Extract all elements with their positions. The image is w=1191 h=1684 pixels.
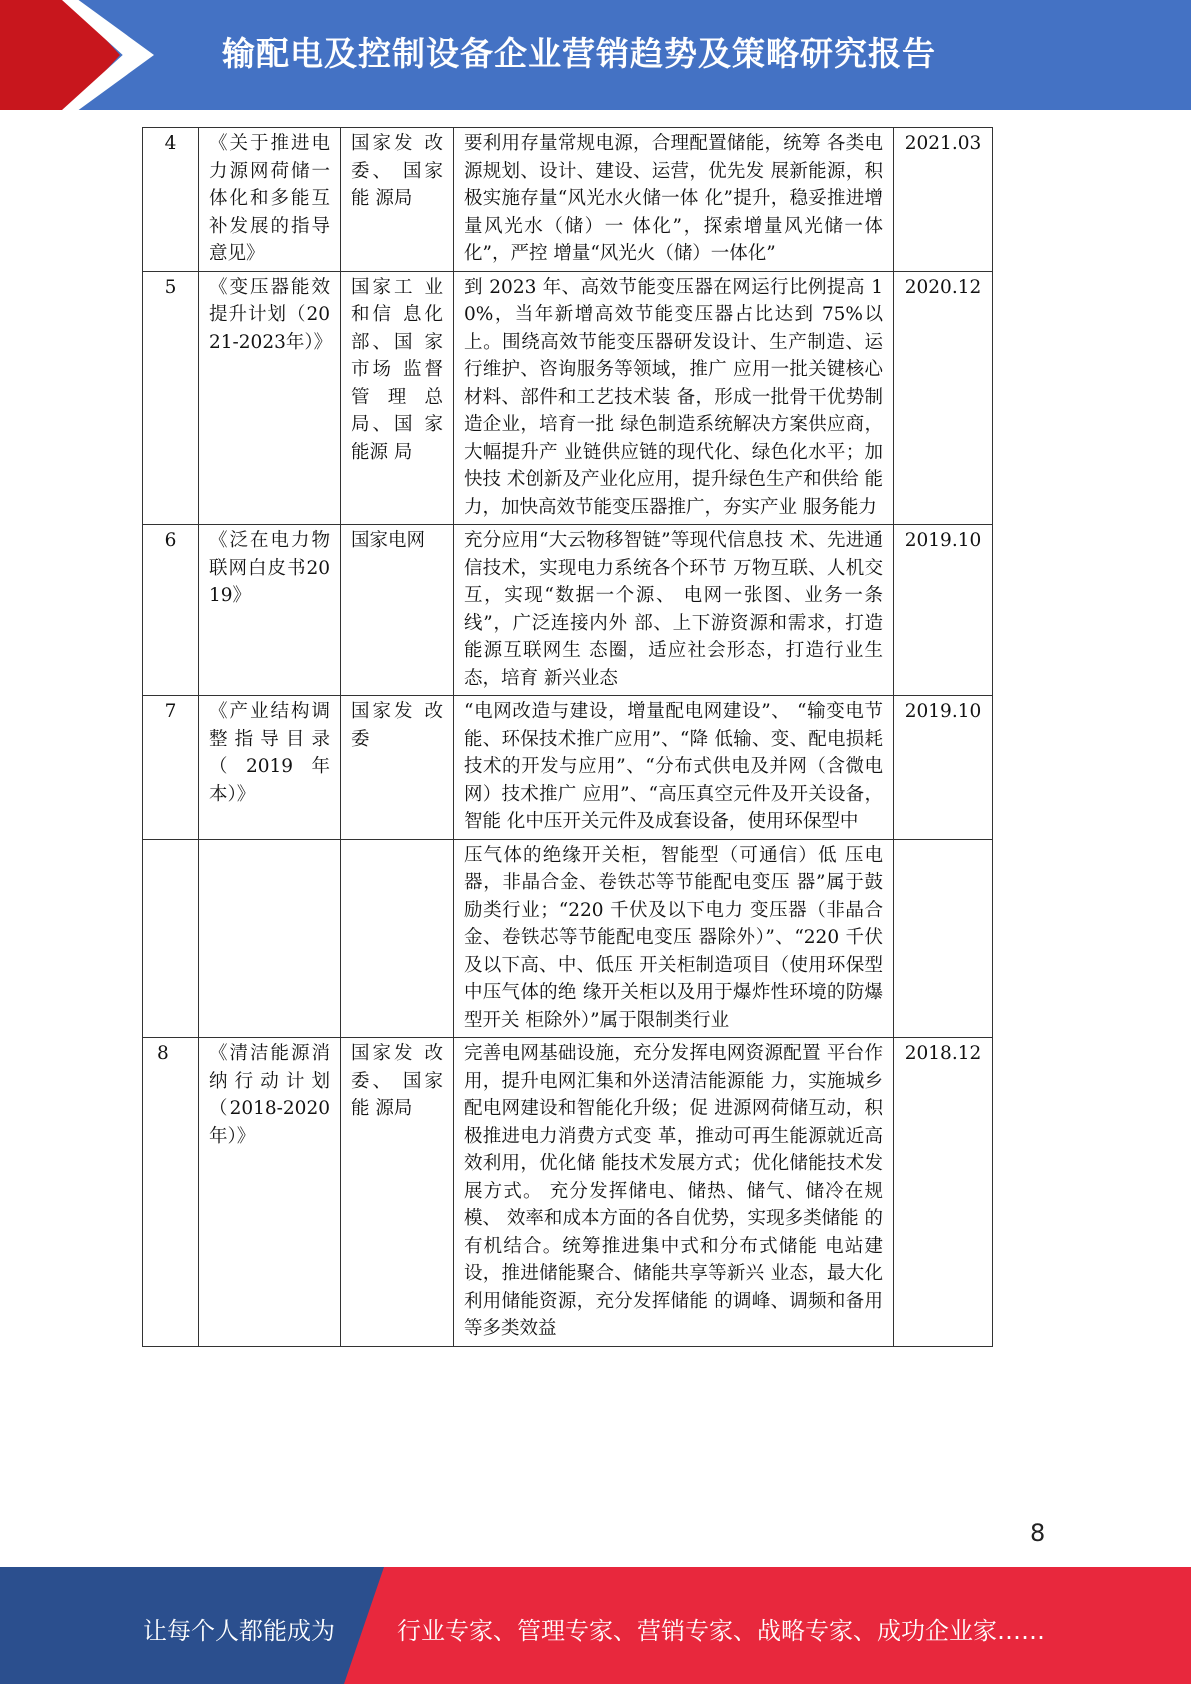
release-date bbox=[894, 839, 993, 1038]
policy-content: “电网改造与建设，增量配电网建设”、 “输变电节能、环保技术推广应用”、“降 低输、变、配电损耗技术的开发与应用”、“分布式供电及并网（含微电网）技术推广 应用”、“高压真空元件及开关设备，智能 化中压开关元件及成套设备，使用环保型中 bbox=[454, 696, 894, 840]
issuing-agency: 国家发 改委、 国家能 源局 bbox=[341, 1038, 454, 1347]
issuing-agency: 国家电网 bbox=[341, 525, 454, 696]
table-row bbox=[143, 525, 993, 696]
policy-content: 充分应用“大云物移智链”等现代信息技 术、先进通信技术，实现电力系统各个环节 万物互联、人机交互，实现“数据一个源、 电网一张图、业务一条线”，广泛连接内外 部、上下游资源和需求，打造能源互联网生 态圈，适应社会形态，打造行业生态，培育 新兴业态 bbox=[454, 525, 894, 696]
issuing-agency: 国家发 改委、 国家能 源局 bbox=[341, 128, 454, 272]
row-number: 5 bbox=[143, 271, 199, 525]
row-number: 8 bbox=[143, 1038, 199, 1347]
page-footer bbox=[0, 1567, 1191, 1684]
issuing-agency: 国家工 业和信 息化部、国 家市场 监督管 理 总局、国 家能源 局 bbox=[341, 271, 454, 525]
policy-table bbox=[142, 127, 993, 1347]
header-red-arrow bbox=[0, 0, 120, 110]
footer-slogan-right: 行业专家、管理专家、营销专家、战略专家、成功企业家…… bbox=[397, 1617, 1045, 1645]
issuing-agency bbox=[341, 839, 454, 1038]
table-row bbox=[143, 696, 993, 840]
table-row bbox=[143, 271, 993, 525]
footer-slogan-left: 让每个人都能成为 bbox=[143, 1617, 335, 1645]
row-number: 4 bbox=[143, 128, 199, 272]
release-date: 2018.12 bbox=[894, 1038, 993, 1347]
table-row bbox=[143, 128, 993, 272]
release-date: 2019.10 bbox=[894, 696, 993, 840]
table-row bbox=[143, 1038, 993, 1347]
policy-name: 《关于推进电力源网荷储一体化和多能互补发展的指导意见》 bbox=[199, 128, 341, 272]
policy-name bbox=[199, 839, 341, 1038]
table-row-continuation bbox=[143, 839, 993, 1038]
policy-name: 《清洁能源消纳行动计划（2018-2020年）》 bbox=[199, 1038, 341, 1347]
policy-content: 要利用存量常规电源，合理配置储能，统筹 各类电源规划、设计、建设、运营，优先发 展新能源，积极实施存量“风光水火储一体 化”提升，稳妥推进增量风光水（储）一 体化”，探索增量风光储一体化”，严控 增量“风光火（储）一体化” bbox=[454, 128, 894, 272]
release-date: 2020.12 bbox=[894, 271, 993, 525]
row-number: 7 bbox=[143, 696, 199, 840]
issuing-agency: 国家发 改委 bbox=[341, 696, 454, 840]
policy-name: 《产业结构调整指导目录（2019年本）》 bbox=[199, 696, 341, 840]
release-date: 2021.03 bbox=[894, 128, 993, 272]
page-number: 8 bbox=[1030, 1519, 1046, 1547]
row-number bbox=[143, 839, 199, 1038]
release-date: 2019.10 bbox=[894, 525, 993, 696]
row-number: 6 bbox=[143, 525, 199, 696]
policy-name: 《泛在电力物联网白皮书2019》 bbox=[199, 525, 341, 696]
policy-name: 《变压器能效提升计划（2021-2023年）》 bbox=[199, 271, 341, 525]
report-title: 输配电及控制设备企业营销趋势及策略研究报告 bbox=[222, 34, 936, 73]
policy-content: 完善电网基础设施，充分发挥电网资源配置 平台作用，提升电网汇集和外送清洁能源能 力，实施城乡配电网建设和智能化升级；促 进源网荷储互动，积极推进电力消费方式变 革，推动可再生能源就近高效利用，优化储 能技术发展方式；优化储能技术发展方式。 充分发挥储电、储热、储气、储冷在规模、 效率和成本方面的各自优势，实现多类储能 的有机结合。统筹推进集中式和分布式储能 电站建设，推进储能聚合、储能共享等新兴 业态，最大化利用储能资源，充分发挥储能 的调峰、调频和备用等多类效益 bbox=[454, 1038, 894, 1347]
page-header bbox=[0, 0, 1191, 110]
policy-content: 到 2023 年、高效节能变压器在网运行比例提高 10%，当年新增高效节能变压器占比达到 75%以上。围绕高效节能变压器研发设计、生产制造、运行维护、咨询服务等领域，推广 应用一批关键核心材料、部件和工艺技术装 备，形成一批骨干优势制造企业，培育一批 绿色制造系统解决方案供应商，大幅提升产 业链供应链的现代化、绿色化水平；加快技 术创新及产业化应用，提升绿色生产和供给 能力，加快高效节能变压器推广，夯实产业 服务能力 bbox=[454, 271, 894, 525]
policy-content: 压气体的绝缘开关柜，智能型（可通信）低 压电器，非晶合金、卷铁芯等节能配电变压 器”属于鼓励类行业；“220 千伏及以下电力 变压器（非晶合金、卷铁芯等节能配电变压 器除外）”、“220 千伏及以下高、中、低压 开关柜制造项目（使用环保型中压气体的绝 缘开关柜以及用于爆炸性环境的防爆型开关 柜除外）”属于限制类行业 bbox=[454, 839, 894, 1038]
